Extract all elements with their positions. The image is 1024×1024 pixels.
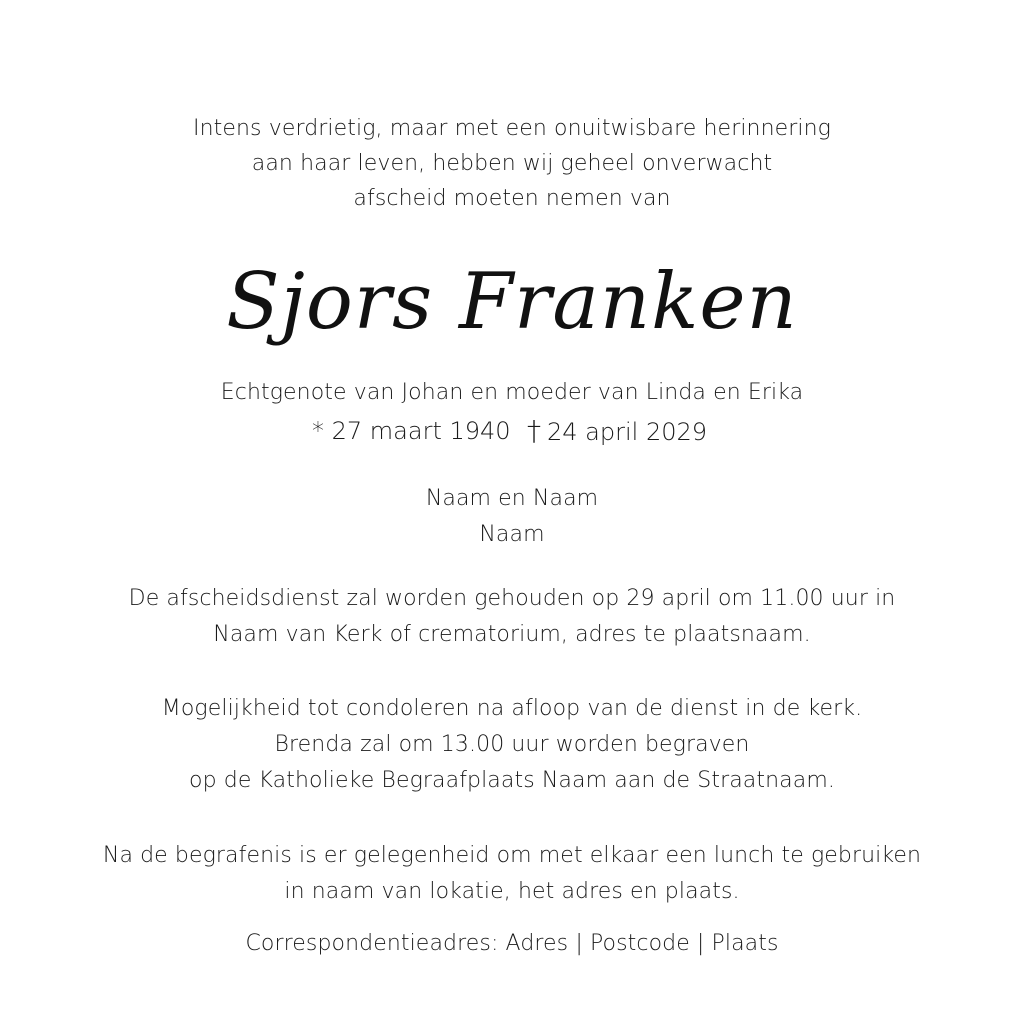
death-date-block bbox=[527, 414, 707, 449]
intro-line-1: Intens verdrietig, maar met een onuitwisbare herinnering bbox=[193, 116, 831, 141]
death-date: 24 april 2029 bbox=[547, 418, 708, 446]
service-line-2: Naam van Kerk of crematorium, adres te plaatsnaam. bbox=[213, 622, 811, 647]
dates-line bbox=[0, 414, 1024, 448]
burial-line-1: Mogelijkheid tot condoleren na afloop van de dienst in de kerk. bbox=[161, 696, 863, 721]
deceased-name-block bbox=[0, 232, 1024, 372]
burial-line-3: op de Katholieke Begraafplaats Naam aan de Straatnaam. bbox=[189, 768, 835, 793]
correspondence-address: Correspondentieadres: Adres | Postcode | Plaats bbox=[245, 931, 779, 956]
family-line-2: Naam bbox=[479, 522, 545, 547]
lunch-line-2: in naam van lokatie, het adres en plaats. bbox=[284, 879, 740, 904]
burial-line-2: Brenda zal om 13.00 uur worden begraven bbox=[274, 732, 750, 757]
relation-line: Echtgenote van Johan en moeder van Linda en Erika bbox=[220, 380, 804, 405]
deceased-name: Sjors Franken bbox=[226, 257, 798, 347]
cross-icon: † bbox=[527, 414, 541, 447]
service-line-1: De afscheidsdienst zal worden gehouden op 29 april om 11.00 uur in bbox=[128, 586, 896, 611]
intro-line-2: aan haar leven, hebben wij geheel onverwacht bbox=[251, 151, 773, 176]
intro-line-3: afscheid moeten nemen van bbox=[353, 186, 671, 211]
lunch-line-1: Na de begrafenis is er gelegenheid om met elkaar een lunch te gebruiken bbox=[102, 843, 922, 868]
family-line-1: Naam en Naam bbox=[425, 486, 599, 511]
birth-date: * 27 maart 1940 bbox=[312, 417, 511, 445]
